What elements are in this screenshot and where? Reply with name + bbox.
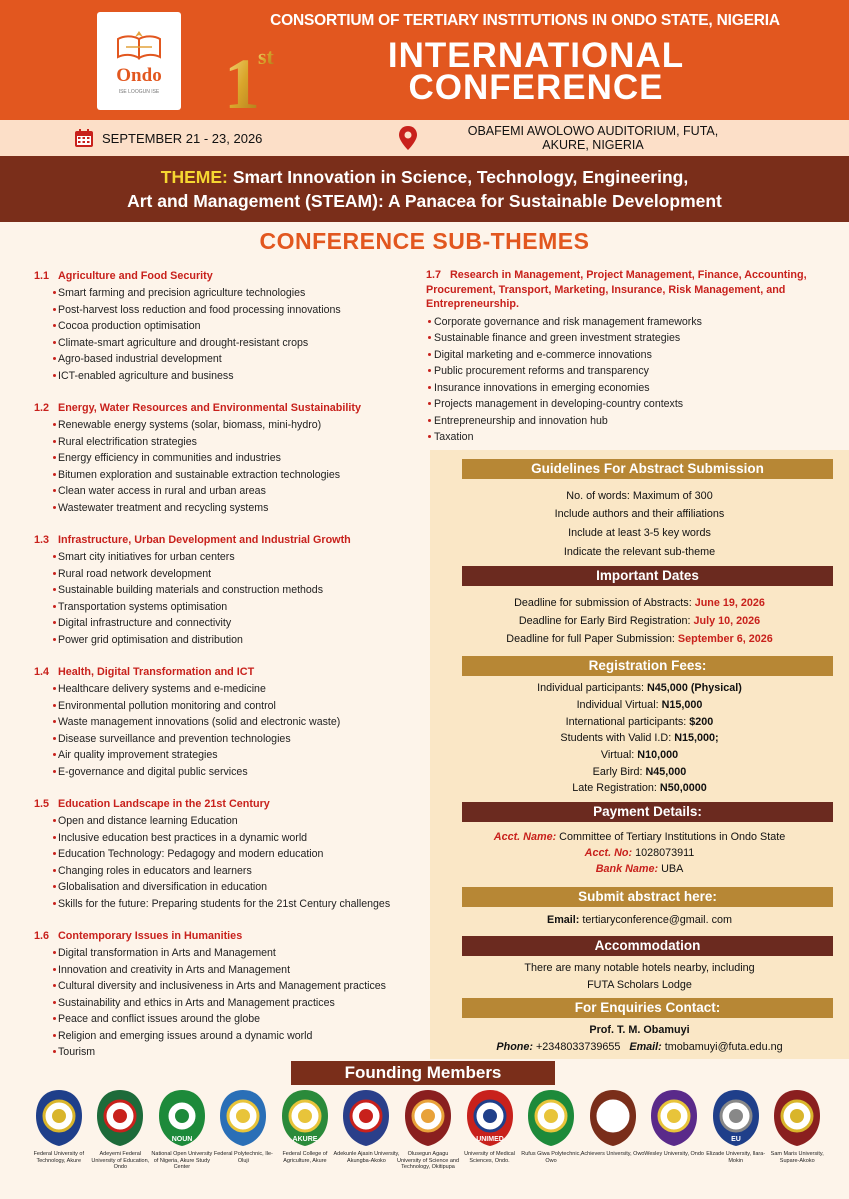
calendar-icon — [74, 128, 94, 148]
section-title: Health, Digital Transformation and ICT — [58, 666, 255, 678]
section-number: 1.1 — [34, 270, 50, 282]
founding-member — [703, 1088, 769, 1164]
conference-date: SEPTEMBER 21 - 23, 2026 — [102, 131, 263, 146]
list-item: Changing roles in educators and learners — [34, 863, 434, 880]
dates-heading: Important Dates — [462, 566, 833, 586]
founding-member — [395, 1088, 461, 1171]
fee-value: N50,0000 — [659, 782, 707, 794]
accommodation-heading: Accommodation — [462, 936, 833, 956]
list-item: Waste management innovations (solid and electronic waste) — [34, 714, 434, 731]
list-item: Energy efficiency in communities and industries — [34, 450, 434, 467]
payment-acct-no: Acct. No: 1028073911 — [584, 847, 695, 859]
logo-mark: NOUN — [171, 1136, 193, 1143]
list-item: ICT-enabled agriculture and business — [34, 368, 434, 385]
first-label: 1 — [224, 44, 260, 116]
section-title: Infrastructure, Urban Development and Industrial Growth — [58, 534, 351, 546]
list-item: Open and distance learning Education — [34, 813, 434, 830]
founding-member — [26, 1088, 92, 1164]
conference-title-line2: CONFERENCE — [408, 68, 664, 107]
payment-heading: Payment Details: — [462, 802, 833, 822]
accommodation-line: FUTA Scholars Lodge — [587, 979, 692, 991]
member-name: Achievers University, Owo — [580, 1151, 645, 1157]
guideline-line: Include at least 3-5 key words — [568, 527, 711, 539]
logo-mark: EU — [730, 1136, 741, 1143]
section-number: 1.2 — [34, 402, 50, 414]
date-value: June 19, 2026 — [694, 597, 765, 609]
institution-logo-icon — [339, 1088, 393, 1148]
submit-heading: Submit abstract here: — [462, 887, 833, 907]
list-item: Corporate governance and risk management frameworks — [426, 314, 826, 331]
section-number: 1.7 — [426, 269, 442, 281]
list-item: Digital infrastructure and connectivity — [34, 615, 434, 632]
founding-member — [580, 1088, 646, 1158]
enquiries-contact: Phone: +2348033739655 Email: tmobamuyi@futa.edu.ng — [496, 1041, 783, 1053]
fee-value: N45,000 — [645, 766, 687, 778]
member-name: National Open University of Nigeria, Akure Study Center — [151, 1151, 213, 1170]
list-item: Inclusive education best practices in a dynamic world — [34, 830, 434, 847]
list-item: Agro-based industrial development — [34, 351, 434, 368]
fee-row: Students with Valid I.D: N15,000; — [560, 732, 719, 744]
institution-logo-icon — [401, 1088, 455, 1148]
list-item: Cultural diversity and inclusiveness in Arts and Management practices — [34, 978, 434, 995]
date-value: July 10, 2026 — [693, 615, 761, 627]
subtheme-section — [34, 533, 434, 648]
accommodation-line: There are many notable hotels nearby, including — [524, 962, 755, 974]
member-name: Adeyemi Federal University of Education, Ondo — [91, 1151, 150, 1170]
institution-logo-icon — [770, 1088, 824, 1148]
section-title-line: Entrepreneurship. — [426, 298, 519, 310]
founding-member — [272, 1088, 338, 1164]
list-item: Innovation and creativity in Arts and Management — [34, 962, 434, 979]
fee-row: Virtual: N10,000 — [600, 749, 679, 761]
member-name: Federal University of Technology, Akure — [33, 1151, 84, 1164]
founding-member — [518, 1088, 584, 1164]
logo-mark: UNIMED — [475, 1136, 504, 1143]
book-crest-icon — [114, 27, 164, 63]
section-title: Education Landscape in the 21st Century — [58, 798, 270, 810]
enquiries-name: Prof. T. M. Obamuyi — [589, 1024, 690, 1036]
institution-logo-icon — [278, 1088, 332, 1148]
list-item: Clean water access in rural and urban areas — [34, 483, 434, 500]
list-item: Sustainability and ethics in Arts and Management practices — [34, 995, 434, 1012]
list-item: Peace and conflict issues around the globe — [34, 1011, 434, 1028]
member-name: Olusegun Agagu University of Science and Technology, Okitipupa — [396, 1151, 460, 1170]
fee-value: N10,000 — [637, 749, 679, 761]
fee-row: Early Bird: N45,000 — [592, 766, 687, 778]
payment-bank: Bank Name: UBA — [595, 863, 684, 875]
list-item: Taxation — [426, 429, 826, 446]
theme-line1: Smart Innovation in Science, Technology, Engineering, — [232, 167, 689, 187]
institution-logo-icon — [586, 1088, 640, 1148]
fee-value: N15,000 — [661, 699, 703, 711]
enquiries-email[interactable]: tmobamuyi@futa.edu.ng — [664, 1041, 783, 1053]
member-name: Rufus Giwa Polytechnic, Owo — [521, 1151, 581, 1164]
institution-logo-icon — [463, 1088, 517, 1148]
subtheme-section — [34, 269, 434, 384]
list-item: Religion and emerging issues around a dynamic world — [34, 1028, 434, 1045]
institution-logo-icon — [216, 1088, 270, 1148]
list-item: Education Technology: Pedagogy and modern education — [34, 846, 434, 863]
list-item: Tourism — [34, 1044, 434, 1061]
list-item: Wastewater treatment and recycling systems — [34, 500, 434, 517]
ondo-logo — [97, 12, 181, 110]
list-item: Healthcare delivery systems and e-medicine — [34, 681, 434, 698]
founding-member — [457, 1088, 523, 1164]
enquiries-heading: For Enquiries Contact: — [462, 998, 833, 1018]
list-item: Cocoa production optimisation — [34, 318, 434, 335]
founding-members-row — [28, 1088, 828, 1194]
member-name: Adekunle Ajasin University, Akungba-Akoko — [333, 1151, 400, 1164]
fee-row: Individual Virtual: N15,000 — [576, 699, 703, 711]
list-item: Sustainable building materials and construction methods — [34, 582, 434, 599]
institution-logo-icon — [32, 1088, 86, 1148]
guideline-line: No. of words: Maximum of 300 — [566, 490, 713, 502]
fee-row: Late Registration: N50,0000 — [572, 782, 707, 794]
date-value: September 6, 2026 — [677, 633, 773, 645]
guideline-line: Indicate the relevant sub-theme — [563, 546, 716, 558]
conference-title — [296, 36, 776, 107]
guideline-line: Include authors and their affiliations — [554, 508, 725, 520]
subtheme-section — [34, 929, 434, 1061]
institution-logo-icon — [93, 1088, 147, 1148]
list-item: Smart city initiatives for urban centers — [34, 549, 434, 566]
founding-member — [641, 1088, 707, 1158]
conference-venue — [428, 124, 758, 152]
list-item: Skills for the future: Preparing students for the 21st Century challenges — [34, 896, 434, 913]
consortium-title: CONSORTIUM OF TERTIARY INSTITUTIONS IN ONDO STATE, NIGERIA — [270, 12, 780, 29]
founding-member — [333, 1088, 399, 1164]
subthemes-left-column — [34, 269, 434, 1078]
list-item: Insurance innovations in emerging economies — [426, 380, 826, 397]
fee-row: International participants: $200 — [565, 716, 714, 728]
member-name: Federal College of Agriculture, Akure — [282, 1151, 328, 1164]
list-item: Smart farming and precision agriculture technologies — [34, 285, 434, 302]
enquiries-phone[interactable]: +2348033739655 — [536, 1041, 621, 1053]
payment-acct-name: Acct. Name: Committee of Tertiary Institutions in Ondo State — [493, 831, 786, 843]
member-name: Sam Maris University, Supare-Akoko — [770, 1151, 824, 1164]
date-row: Deadline for full Paper Submission: September 6, 2026 — [506, 633, 773, 645]
founding-member — [210, 1088, 276, 1164]
list-item: Digital marketing and e-commerce innovations — [426, 347, 826, 364]
logo-tagline: ISE LOOGUN ISE — [118, 89, 160, 95]
subtheme-section — [34, 797, 434, 912]
first-edition-mark — [222, 36, 284, 116]
section-title: Agriculture and Food Security — [58, 270, 213, 282]
theme-banner — [0, 156, 849, 222]
list-item: Power grid optimisation and distribution — [34, 632, 434, 649]
guidelines-heading: Guidelines For Abstract Submission — [462, 459, 833, 479]
list-item: Rural electrification strategies — [34, 434, 434, 451]
section-number: 1.5 — [34, 798, 50, 810]
founding-member — [149, 1088, 215, 1171]
first-label-suffix: st — [258, 44, 274, 69]
section-title: Energy, Water Resources and Environmental Sustainability — [58, 402, 361, 414]
section-title-line: Research in Management, Project Management, Finance, Accounting, — [450, 269, 807, 281]
theme-line2: Art and Management (STEAM): A Panacea for Sustainable Development — [127, 191, 722, 211]
conference-title-line1: INTERNATIONAL — [387, 36, 685, 75]
location-pin-icon — [397, 125, 419, 151]
member-name: University of Medical Sciences, Ondo. — [464, 1151, 515, 1164]
submit-email-row: Email: tertiaryconference@gmail. com — [547, 914, 732, 926]
list-item: Post-harvest loss reduction and food processing innovations — [34, 302, 434, 319]
list-item: Public procurement reforms and transparency — [426, 363, 826, 380]
logo-text: Ondo — [116, 65, 162, 86]
subtheme-section-17 — [426, 268, 826, 446]
institution-logo-icon — [647, 1088, 701, 1148]
list-item: Climate-smart agriculture and drought-resistant crops — [34, 335, 434, 352]
member-name: Elizade University, Ilara-Mokin — [706, 1151, 766, 1164]
founding-member — [764, 1088, 830, 1164]
list-item: Environmental pollution monitoring and control — [34, 698, 434, 715]
fees-heading: Registration Fees: — [462, 656, 833, 676]
theme-label: THEME: — [160, 167, 228, 187]
fee-value: N15,000; — [674, 732, 719, 744]
list-item: Projects management in developing-country contexts — [426, 396, 826, 413]
list-item: Bitumen exploration and sustainable extraction technologies — [34, 467, 434, 484]
list-item: Air quality improvement strategies — [34, 747, 434, 764]
section-title: Contemporary Issues in Humanities — [58, 930, 243, 942]
list-item: Disease surveillance and prevention technologies — [34, 731, 434, 748]
member-name: Federal Polytechnic, Ile-Oluji — [213, 1151, 273, 1164]
founding-members-heading: Founding Members — [291, 1061, 555, 1085]
section-number: 1.6 — [34, 930, 50, 942]
list-item: E-governance and digital public services — [34, 764, 434, 781]
date-row: Deadline for Early Bird Registration: July 10, 2026 — [518, 615, 761, 627]
section-title-line: Procurement, Transport, Marketing, Insurance, Risk Management, and — [426, 283, 786, 296]
list-item: Sustainable finance and green investment strategies — [426, 330, 826, 347]
venue-line2: AKURE, NIGERIA — [542, 138, 644, 152]
member-name: Wesley University, Ondo — [644, 1151, 704, 1157]
section-number: 1.4 — [34, 666, 50, 678]
list-item: Digital transformation in Arts and Management — [34, 945, 434, 962]
section-number: 1.3 — [34, 534, 50, 546]
date-row: Deadline for submission of Abstracts: June 19, 2026 — [514, 597, 765, 609]
venue-line1: OBAFEMI AWOLOWO AUDITORIUM, FUTA, — [467, 124, 719, 138]
list-item: Globalisation and diversification in education — [34, 879, 434, 896]
logo-mark: AKURE — [292, 1136, 318, 1143]
fee-value: N45,000 (Physical) — [647, 682, 742, 694]
fee-row: Individual participants: N45,000 (Physical) — [537, 682, 742, 694]
subthemes-title: CONFERENCE SUB-THEMES — [259, 228, 590, 254]
list-item: Transportation systems optimisation — [34, 599, 434, 616]
fee-value: $200 — [689, 716, 714, 728]
institution-logo-icon — [709, 1088, 763, 1148]
subtheme-section — [34, 665, 434, 780]
submit-email-link[interactable]: tertiaryconference@gmail. com — [582, 914, 732, 926]
founding-member — [87, 1088, 153, 1171]
institution-logo-icon — [155, 1088, 209, 1148]
list-item: Entrepreneurship and innovation hub — [426, 413, 826, 430]
list-item: Renewable energy systems (solar, biomass, mini-hydro) — [34, 417, 434, 434]
list-item: Rural road network development — [34, 566, 434, 583]
subtheme-section — [34, 401, 434, 516]
institution-logo-icon — [524, 1088, 578, 1148]
